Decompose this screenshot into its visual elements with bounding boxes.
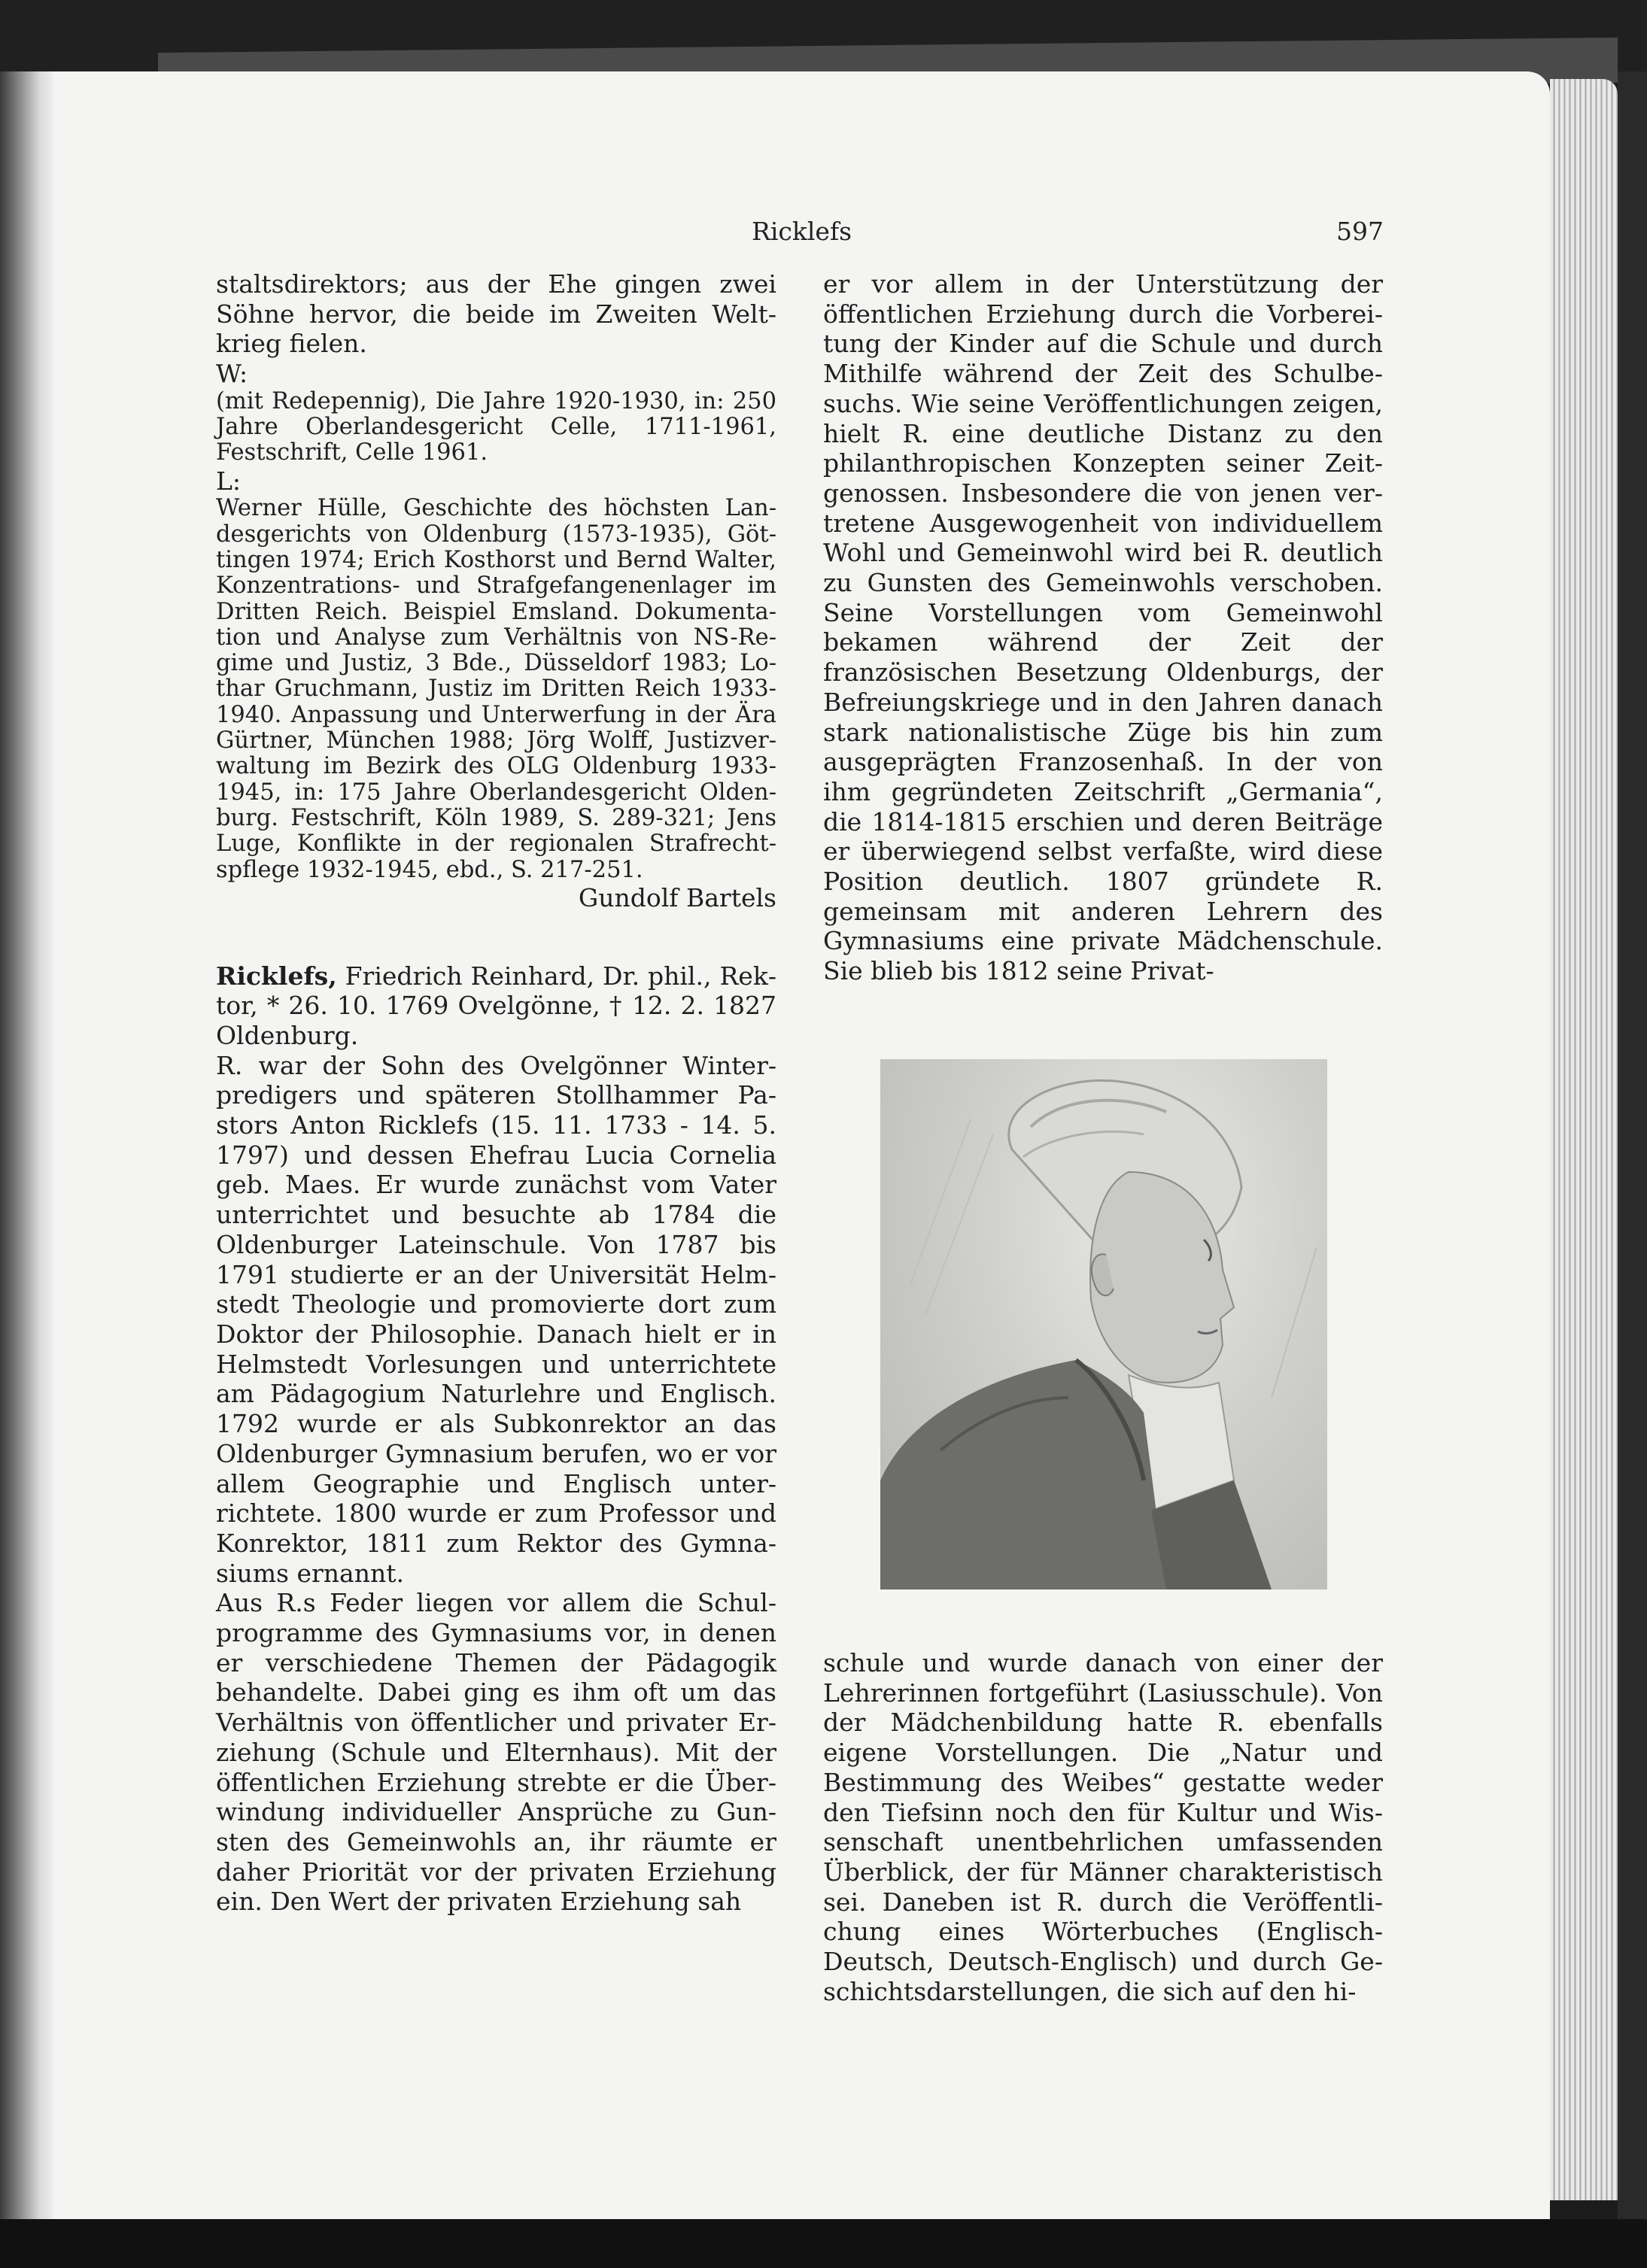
paragraph-previous-entry-end: staltsdirektors; aus der Ehe gingen zwei Söhne hervor, die beide im Zweiten Weltkrieg fielen. xyxy=(216,269,776,359)
portrait-image xyxy=(880,1059,1327,1589)
gutter-shadow xyxy=(0,71,56,2223)
entry-author: Gundolf Bartels xyxy=(578,882,776,912)
lemma-heading xyxy=(216,961,776,1051)
entry-separator xyxy=(216,913,776,961)
paragraph-right-bottom: schule und wurde danach von einer der Lehrerinnen fortgeführt (Lasiusschule). Von der Mädchenbildung hatte R. ebenfalls eigene Vorstellungen. Die „Natur und Bestimmung des Weibes“ gestatte weder den Tiefsinn noch den für Kultur und Wissenschaft unentbehrlichen umfassenden Überblick, der für Männer charakteristisch sei. Daneben ist R. durch die Veröffentlichung eines Wörterbuches (Englisch-Deutsch, Deutsch-Englisch) und durch Geschichtsdarstellungen, die sich auf den hi- xyxy=(823,1648,1383,2006)
right-column-top xyxy=(823,269,1383,986)
literature-label: L: xyxy=(216,466,242,496)
works-label: W: xyxy=(216,359,248,389)
scan-background-bottom xyxy=(0,2219,1647,2268)
lemma-details: Friedrich Reinhard, Dr. phil., Rektor, * 26. 10. 1769 Ovelgönne, † 12. 2. 1827 Oldenburg. xyxy=(216,961,776,1050)
works-text: (mit Redepennig), Die Jahre 1920-1930, in: 250 Jahre Oberlandesgericht Celle, 1711-1961, Festschrift, Celle 1961. xyxy=(216,387,776,466)
paragraph-writings: Aus R.s Feder liegen vor allem die Schulprogramme des Gymnasiums vor, in denen er verschiedene Themen der Pädagogik behandelte. Dabei ging es ihm oft um das Verhältnis von öffentlicher und privater Erziehung (Schule und Elternhaus). Mit der öffentlichen Erziehung strebte er die Überwindung individueller Ansprüche zu Gunsten des Gemeinwohls an, ihr räumte er daher Priorität vor der privaten Erziehung ein. Den Wert der privaten Erziehung sah xyxy=(216,1588,776,1917)
left-column xyxy=(216,269,776,1917)
running-head: Ricklefs xyxy=(752,217,852,246)
page-stack-edge xyxy=(1550,79,1618,2200)
scan-background-right xyxy=(1618,71,1647,2223)
paragraph-biography: R. war der Sohn des Ovelgönner Winterpredigers und späteren Stollhammer Pastors Anton Ricklefs (15. 11. 1733 - 14. 5. 1797) und dessen Ehefrau Lucia Cornelia geb. Maes. Er wurde zunächst vom Vater unterrichtet und besuchte ab 1784 die Oldenburger Lateinschule. Von 1787 bis 1791 studierte er an der Universität Helmstedt Theologie und promovierte dort zum Doktor der Philosophie. Danach hielt er in Helmstedt Vorlesungen und unterrichtete am Pädagogium Naturlehre und Englisch. 1792 wurde er als Subkonrektor an das Oldenburger Gymnasium berufen, wo er vor allem Geographie und Englisch unterrichtete. 1800 wurde er zum Professor und Konrektor, 1811 zum Rektor des Gymnasiums ernannt. xyxy=(216,1050,776,1588)
paragraph-right-top: er vor allem in der Unterstützung der öffentlichen Erziehung durch die Vorbereitung der Kinder auf die Schule und durch Mithilfe während der Zeit des Schulbesuchs. Wie seine Veröffentlichungen zeigen, hielt R. eine deutliche Distanz zu den philanthropischen Konzepten seiner Zeitgenossen. Insbesondere die von jenen vertretene Ausgewogenheit von individuellem Wohl und Gemeinwohl wird bei R. deutlich zu Gunsten des Gemeinwohls verschoben. Seine Vorstellungen vom Gemeinwohl bekamen während der Zeit der französischen Besetzung Oldenburgs, der Befreiungskriege und in den Jahren danach stark nationalistische Züge bis hin zum ausgeprägten Franzosenhaß. In der von ihm gegründeten Zeitschrift „Germania“, die 1814-1815 erschien und deren Beiträge er überwiegend selbst verfaßte, wird diese Position deutlich. 1807 gründete R. gemeinsam mit anderen Lehrern des Gymnasiums eine private Mädchenschule. Sie blieb bis 1812 seine Privat- xyxy=(823,269,1383,986)
page-number: 597 xyxy=(1336,217,1384,246)
lemma-name: Ricklefs, xyxy=(216,961,337,991)
right-column-bottom xyxy=(823,1648,1383,2006)
literature-text: Werner Hülle, Geschichte des höchsten Landesgerichts von Oldenburg (1573-1935), Göttingen 1974; Erich Kosthorst und Bernd Walter, Konzentrations- und Strafgefangenenlager im Dritten Reich. Beispiel Emsland. Dokumentation und Analyse zum Verhältnis von NS-Regime und Justiz, 3 Bde., Düsseldorf 1983; Lothar Gruchmann, Justiz im Dritten Reich 1933-1940. Anpassung und Unterwerfung in der Ära Gürtner, München 1988; Jörg Wolff, Justizverwaltung im Bezirk des OLG Oldenburg 1933-1945, in: 175 Jahre Oberlandesgericht Oldenburg. Festschrift, Köln 1989, S. 289-321; Jens Luge, Konflikte in der regionalen Strafrechtspflege 1932-1945, ebd., S. 217-251. xyxy=(216,495,776,883)
